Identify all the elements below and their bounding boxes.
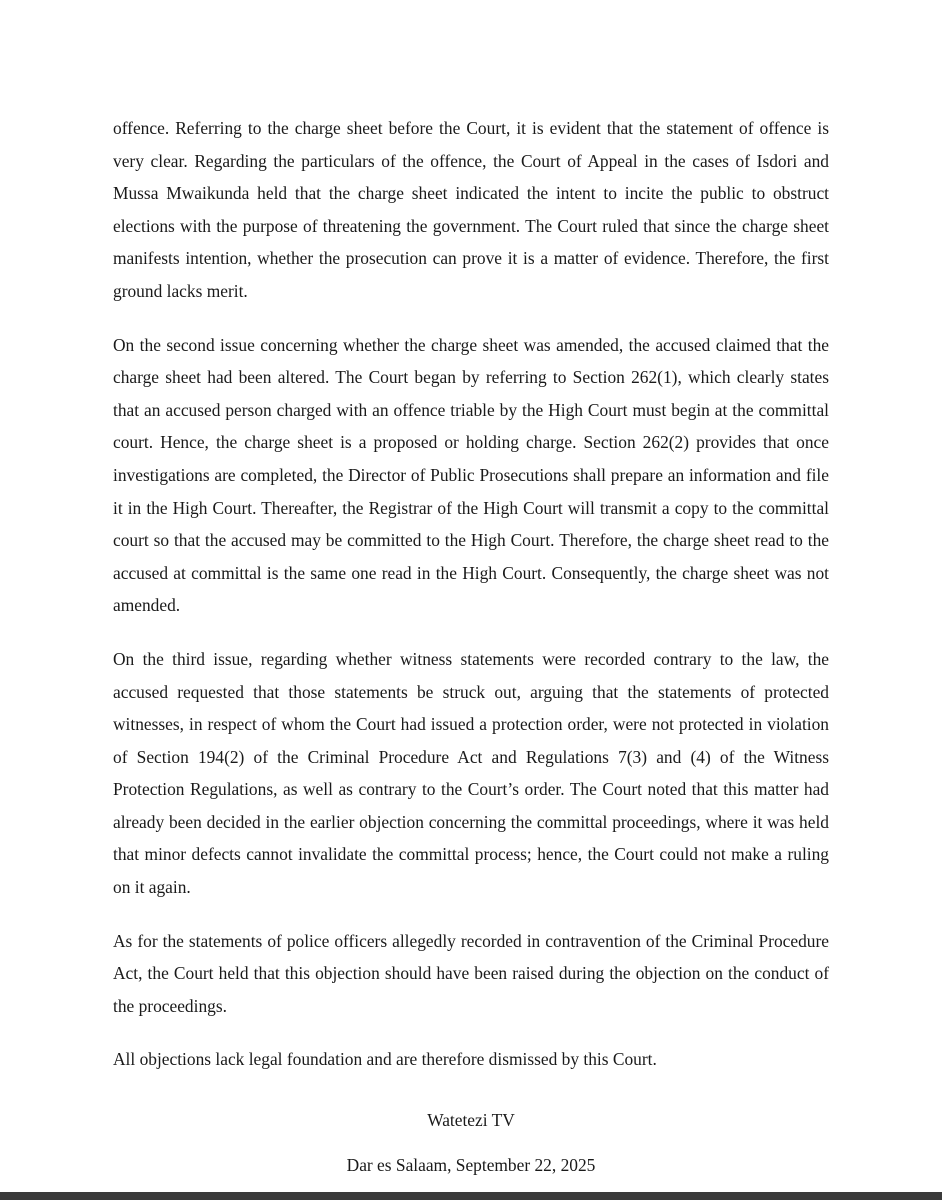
- paragraph-first-ground: offence. Referring to the charge sheet before the Court, it is evident that the statement of offence is very clear. Regarding the particulars of the offence, the Court of Appeal in the cases of Isdori and Mussa Mwaikunda held that the charge sheet indicated the intent to incite the public to obstruct elections with the purpose of threatening the government. The Court ruled that since the charge sheet manifests intention, whether the prosecution can prove it is a matter of evidence. Therefore, the first ground lacks merit.: [113, 118, 829, 301]
- paragraph-police-statements: As for the statements of police officers allegedly recorded in contravention of the Criminal Procedure Act, the Court held that this objection should have been raised during the objection on the conduct of the proceedings.: [113, 930, 829, 1016]
- paragraph-conclusion: All objections lack legal foundation and are therefore dismissed by this Court.: [113, 1049, 657, 1070]
- paragraph-third-issue: On the third issue, regarding whether witness statements were recorded contrary to the law, the accused requested that those statements be struck out, arguing that the statements of protected witnesses, in respect of whom the Court had issued a protection order, were not protected in violation of Section 194(2) of the Criminal Procedure Act and Regulations 7(3) and (4) of the Witness Protection Regulations, as well as contrary to the Court’s order. The Court noted that this matter had already been decided in the earlier objection concerning the committal proceedings, where it was held that minor defects cannot invalidate the committal process; hence, the Court could not make a ruling on it again.: [113, 648, 829, 898]
- bottom-edge-bar: [0, 1192, 942, 1200]
- document-body: [113, 112, 829, 1076]
- signature-organization: Watetezi TV: [427, 1110, 515, 1130]
- paragraph-second-issue: On the second issue concerning whether the charge sheet was amended, the accused claimed that the charge sheet had been altered. The Court began by referring to Section 262(1), which clearly states that an accused person charged with an offence triable by the High Court must begin at the committal court. Hence, the charge sheet is a proposed or holding charge. Section 262(2) provides that once investigations are completed, the Director of Public Prosecutions shall prepare an information and file it in the High Court. Thereafter, the Registrar of the High Court will transmit a copy to the committal court so that the accused may be committed to the High Court. Therefore, the charge sheet read to the accused at committal is the same one read in the High Court. Consequently, the charge sheet was not amended.: [113, 334, 829, 616]
- signature-place-date: Dar es Salaam, September 22, 2025: [346, 1155, 596, 1175]
